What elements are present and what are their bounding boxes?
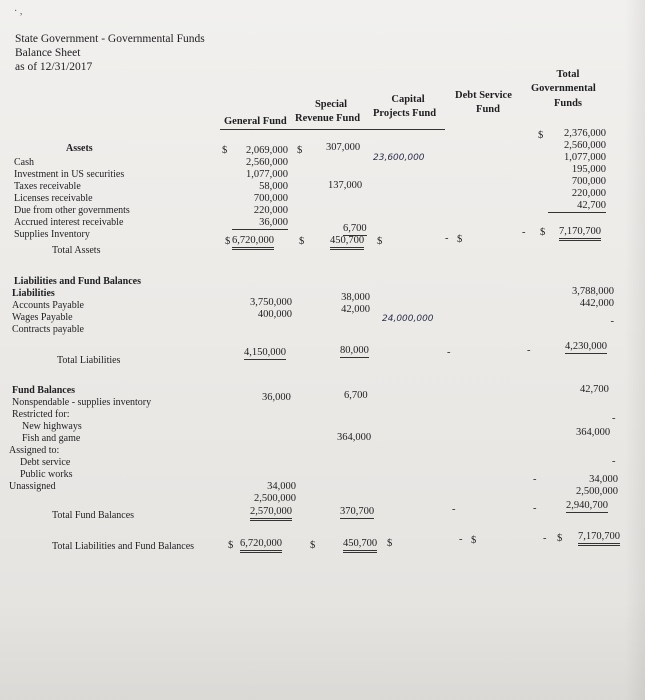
liabilities-labels xyxy=(12,300,84,336)
debt-total-dollar: $ xyxy=(457,234,463,245)
special-liabilities xyxy=(320,292,370,316)
value-cell: 38,000 xyxy=(341,292,370,303)
total-assets-values xyxy=(548,128,606,213)
grand-total-total: 7,170,700 xyxy=(578,531,620,546)
value-cell: 34,000 xyxy=(267,481,296,492)
total-col-liabilities xyxy=(548,286,614,328)
special-total-liabilities: 80,000 xyxy=(340,345,369,356)
asset-label: Accrued interest receivable xyxy=(14,217,124,228)
grand-total-capital-dollar: $ xyxy=(387,538,393,549)
liability-label: Wages Payable xyxy=(12,312,73,323)
fund-balances-heading: Fund Balances xyxy=(12,385,76,396)
fb-label: Restricted for: xyxy=(12,409,70,420)
col-header-total-3: Funds xyxy=(553,98,583,109)
total-assets-label: Total Assets xyxy=(52,245,101,256)
col-header-total-2: Governmental xyxy=(531,83,596,94)
assets-heading: Assets xyxy=(66,143,93,154)
liabilities-subheading: Liabilities xyxy=(12,288,55,299)
general-total-fund-balances: 2,570,000 xyxy=(250,506,292,521)
paper-shadow-bottom xyxy=(0,600,645,700)
asset-label: Supplies Inventory xyxy=(14,229,90,240)
col-header-debt-1: Debt Service xyxy=(455,90,512,101)
value-cell: 3,788,000 xyxy=(572,286,614,297)
total-fund-balances-label: Total Fund Balances xyxy=(52,510,135,521)
special-total-assets: 450,700 xyxy=(330,235,364,250)
value-cell: - xyxy=(610,316,614,327)
value-cell: 442,000 xyxy=(579,298,614,309)
total-nonspendable: 42,700 xyxy=(580,384,609,395)
total-new-highways-dash: - xyxy=(612,413,616,424)
value-cell: 700,000 xyxy=(571,176,606,187)
fb-label: Fish and game xyxy=(22,433,81,444)
special-cash: 307,000 xyxy=(326,142,361,153)
special-total-fund-balances: 370,700 xyxy=(340,506,375,517)
capital-handwritten-assets: 23,600,000 xyxy=(373,153,425,163)
general-assigned-values xyxy=(240,481,296,505)
general-dollar-sign: $ xyxy=(222,145,228,156)
title-line-1: State Government - Governmental Funds xyxy=(15,33,205,45)
fb-label: Unassigned xyxy=(9,481,56,492)
total-dollar-sign: $ xyxy=(538,130,544,141)
debt-fb-dash: - xyxy=(533,503,537,514)
value-cell: 3,750,000 xyxy=(250,297,292,308)
col-header-debt-2: Fund xyxy=(476,104,500,115)
debt-public-works-dash: - xyxy=(533,474,537,485)
special-nonspendable: 6,700 xyxy=(344,390,368,401)
paper-shadow-right xyxy=(625,0,645,700)
total-col-total-assets: 7,170,700 xyxy=(559,226,601,241)
grand-total-debt-dash: - xyxy=(459,534,463,545)
grand-total-special-dollar: $ xyxy=(310,540,316,551)
value-cell: 42,000 xyxy=(341,304,370,315)
asset-label: Licenses receivable xyxy=(14,193,93,204)
fb-label: Nonspendable - supplies inventory xyxy=(12,397,152,408)
total-debt-service-dash: - xyxy=(612,456,616,467)
value-cell: 58,000 xyxy=(259,181,288,192)
pen-mark: · , xyxy=(14,6,23,17)
liability-label: Contracts payable xyxy=(12,324,84,335)
total-liabilities-label: Total Liabilities xyxy=(57,355,121,366)
grand-total-total-dollar: $ xyxy=(557,533,563,544)
general-nonspendable: 36,000 xyxy=(262,392,291,403)
value-cell: 2,376,000 xyxy=(564,128,606,139)
special-due: 137,000 xyxy=(328,180,363,191)
grand-total-general: 6,720,000 xyxy=(240,538,282,553)
grand-total-general-dollar: $ xyxy=(228,540,234,551)
value-cell: 2,560,000 xyxy=(246,157,288,168)
value-cell: 2,500,000 xyxy=(254,493,296,504)
asset-label: Cash xyxy=(14,157,34,168)
col-header-general-fund: General Fund xyxy=(224,116,287,127)
value-cell: 42,700 xyxy=(548,200,606,213)
grand-total-special: 450,700 xyxy=(343,538,377,553)
value-cell: 400,000 xyxy=(257,309,292,320)
general-total-dollar: $ xyxy=(225,236,231,247)
asset-label: Investment in US securities xyxy=(14,169,125,180)
header-rule xyxy=(220,129,445,130)
general-liabilities xyxy=(232,297,292,321)
value-cell: 2,069,000 xyxy=(246,145,288,156)
fb-label: Debt service xyxy=(20,457,71,468)
value-cell: 1,077,000 xyxy=(564,152,606,163)
fund-balances-labels xyxy=(9,397,152,493)
special-fish-game: 364,000 xyxy=(337,432,372,443)
total-col-total-liabilities: 4,230,000 xyxy=(565,341,607,352)
capital-liab-dash: - xyxy=(447,347,451,358)
general-total-assets: 6,720,000 xyxy=(232,235,274,250)
assets-labels xyxy=(14,157,130,241)
asset-label: Due from other governments xyxy=(14,205,130,216)
col-header-special-2: Revenue Fund xyxy=(295,113,361,124)
debt-total-dash: - xyxy=(445,233,449,244)
value-cell: 2,560,000 xyxy=(564,140,606,151)
special-inventory: 6,700 xyxy=(343,223,367,234)
value-cell: 220,000 xyxy=(253,205,288,216)
general-assets-values xyxy=(232,145,288,230)
grand-total-debt-dollar: $ xyxy=(471,535,477,546)
value-cell: 700,000 xyxy=(253,193,288,204)
title-line-2: Balance Sheet xyxy=(15,47,81,59)
debt-liab-dash: - xyxy=(527,345,531,356)
value-cell: 195,000 xyxy=(571,164,606,175)
fb-label: Assigned to: xyxy=(9,445,60,456)
capital-handwritten-liabilities: 24,000,000 xyxy=(382,314,434,324)
asset-label: Taxes receivable xyxy=(14,181,81,192)
liability-label: Accounts Payable xyxy=(12,300,84,311)
value-cell: 1,077,000 xyxy=(246,169,288,180)
col-header-total-1: Total xyxy=(556,69,580,80)
capital-fb-dash: - xyxy=(452,504,456,515)
col-header-special-1: Special xyxy=(314,99,348,110)
col-header-capital-1: Capital xyxy=(391,94,425,105)
capital-total-dollar: $ xyxy=(377,236,383,247)
value-cell: 36,000 xyxy=(232,217,288,230)
special-dollar-sign: $ xyxy=(297,145,303,156)
fb-label: New highways xyxy=(22,421,82,432)
value-cell: 220,000 xyxy=(571,188,606,199)
col-header-capital-2: Projects Fund xyxy=(373,108,437,119)
special-total-dollar: $ xyxy=(299,236,305,247)
total-col-dash: - xyxy=(522,227,526,238)
total-col-dollar: $ xyxy=(540,227,546,238)
total-assigned-values xyxy=(560,474,618,498)
value-cell: 34,000 xyxy=(589,474,618,485)
total-fish-game: 364,000 xyxy=(576,427,611,438)
grand-total-total-dash: - xyxy=(543,533,547,544)
title-line-3: as of 12/31/2017 xyxy=(15,61,93,73)
total-col-total-fund-balances: 2,940,700 xyxy=(566,500,608,511)
liabilities-heading: Liabilities and Fund Balances xyxy=(14,276,141,287)
general-total-liabilities: 4,150,000 xyxy=(244,347,286,358)
value-cell: 2,500,000 xyxy=(576,486,618,497)
fb-label: Public works xyxy=(20,469,73,480)
grand-total-label: Total Liabilities and Fund Balances xyxy=(52,541,195,552)
